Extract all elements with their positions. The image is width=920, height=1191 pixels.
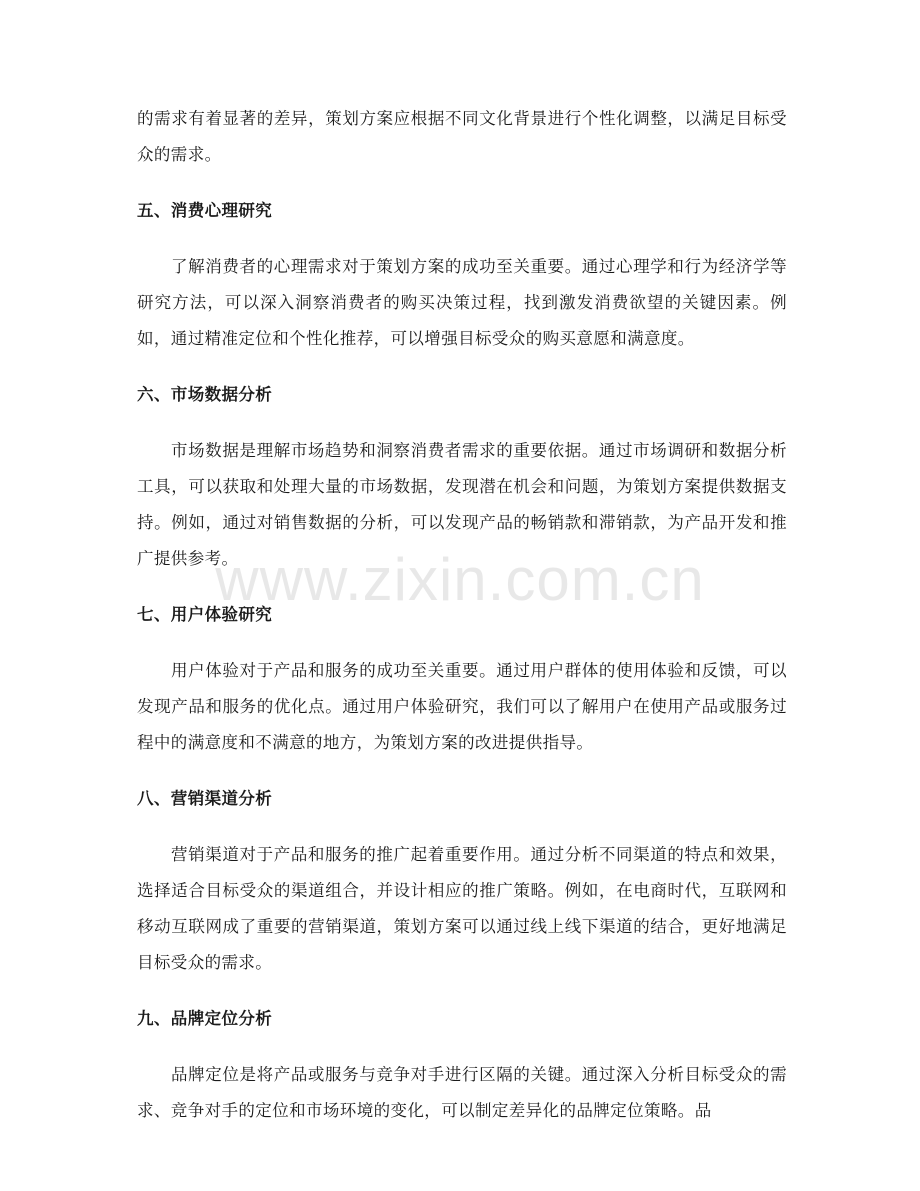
section-paragraph-5: 了解消费者的心理需求对于策划方案的成功至关重要。通过心理学和行为经济学等研究方法，可以深入洞察消费者的购买决策过程，找到激发消费欲望的关键因素。例如，通过精准定位和个性化推荐，可以增强目标受众的购买意愿和满意度。 [137, 257, 787, 348]
document-body [137, 101, 787, 1129]
watermark: www.zixin.com.cn [215, 546, 705, 613]
section-heading-7: 七、用户体验研究 [137, 605, 273, 624]
section-heading-8: 八、营销渠道分析 [137, 789, 273, 808]
section-paragraph-9: 品牌定位是将产品或服务与竞争对手进行区隔的关键。通过深入分析目标受众的需求、竞争对手的定位和市场环境的变化，可以制定差异化的品牌定位策略。品 [137, 1065, 787, 1120]
section-heading-5: 五、消费心理研究 [137, 201, 273, 220]
section-paragraph-8: 营销渠道对于产品和服务的推广起着重要作用。通过分析不同渠道的特点和效果，选择适合目标受众的渠道组合，并设计相应的推广策略。例如，在电商时代，互联网和移动互联网成了重要的营销渠道，策划方案可以通过线上线下渠道的结合，更好地满足目标受众的需求。 [137, 845, 787, 972]
intro-paragraph: 的需求有着显著的差异，策划方案应根据不同文化背景进行个性化调整，以满足目标受众的需求。 [137, 109, 787, 164]
section-heading-6: 六、市场数据分析 [137, 385, 273, 404]
section-heading-9: 九、品牌定位分析 [137, 1009, 273, 1028]
section-paragraph-6: 市场数据是理解市场趋势和洞察消费者需求的重要依据。通过市场调研和数据分析工具，可以获取和处理大量的市场数据，发现潜在机会和问题，为策划方案提供数据支持。例如，通过对销售数据的分析，可以发现产品的畅销款和滞销款，为产品开发和推广提供参考。 [137, 441, 787, 568]
section-paragraph-7: 用户体验对于产品和服务的成功至关重要。通过用户群体的使用体验和反馈，可以发现产品和服务的优化点。通过用户体验研究，我们可以了解用户在使用产品或服务过程中的满意度和不满意的地方，为策划方案的改进提供指导。 [137, 661, 787, 752]
